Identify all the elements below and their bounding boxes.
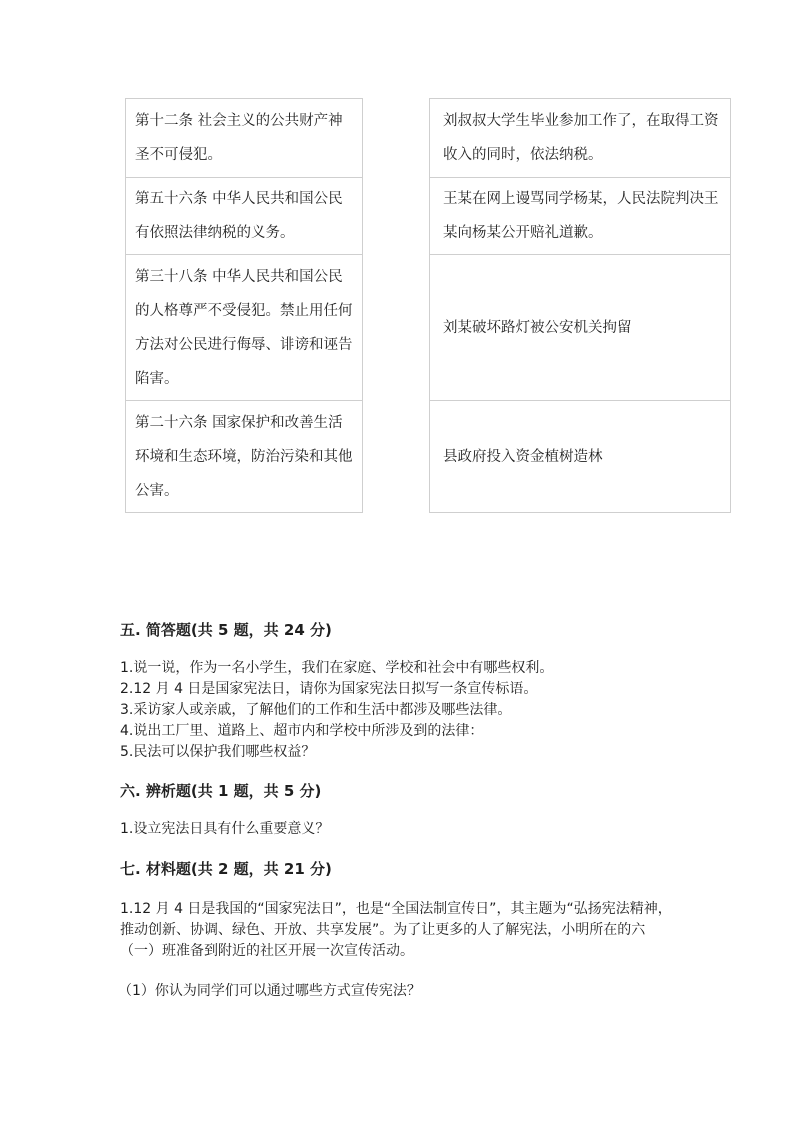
question-item: 1.说一说，作为一名小学生，我们在家庭、学校和社会中有哪些权利。 [120,660,554,676]
question-item: 3.采访家人或亲戚，了解他们的工作和生活中都涉及哪些法律。 [120,702,512,718]
question-item: 4.说出工厂里、道路上、超市内和学校中所涉及到的法律： [120,723,484,739]
matching-left-item[interactable] [126,401,363,513]
matching-right-item[interactable] [430,255,731,401]
question-item: 1.设立宪法日具有什么重要意义？ [120,821,330,837]
matching-left-item[interactable] [126,178,363,255]
matching-left-text: 第三十八条 中华人民共和国公民的人格尊严不受侵犯。禁止用任何方法对公民进行侮辱、诽谤和诬告陷害。 [135,268,353,387]
matching-left-text: 第十二条 社会主义的公共财产神圣不可侵犯。 [135,113,343,163]
matching-right-text: 王某在网上谩骂同学杨某，人民法院判决王某向杨某公开赔礼道歉。 [443,191,719,241]
matching-right-item[interactable] [430,401,731,513]
matching-right-text: 县政府投入资金植树造林 [443,448,603,465]
matching-left-item[interactable] [126,99,363,178]
matching-left-item[interactable] [126,255,363,401]
question-item: 5.民法可以保护我们哪些权益？ [120,744,316,760]
matching-right-column [429,98,731,513]
analysis-question-list [120,819,680,840]
section-title-material: 七. 材料题(共 2 题，共 21 分) [120,860,332,878]
material-paragraph: 1.12 月 4 日是我国的“国家宪法日”，也是“全国法制宣传日”，其主题为“弘扬宪法精神，推动创新、协调、绿色、开放、共享发展”。为了让更多的人了解宪法，小明所在的六（一）班准备到附近的社区开展一次宣传活动。 [120,901,672,959]
matching-left-text: 第二十六条 国家保护和改善生活环境和生态环境，防治污染和其他公害。 [135,414,353,499]
matching-right-item[interactable] [430,99,731,178]
material-sub-question: （1）你认为同学们可以通过哪些方式宣传宪法？ [118,983,421,999]
matching-right-text: 刘叔叔大学生毕业参加工作了，在取得工资收入的同时，依法纳税。 [443,113,719,163]
section-title-short-answer: 五. 简答题(共 5 题，共 24 分) [120,621,332,639]
short-answer-question-list [120,658,680,763]
section-title-analysis: 六. 辨析题(共 1 题，共 5 分) [120,782,322,800]
question-item: 2.12 月 4 日是国家宪法日，请你为国家宪法日拟写一条宣传标语。 [120,681,538,697]
matching-right-text: 刘某破坏路灯被公安机关拘留 [443,319,632,336]
matching-left-text: 第五十六条 中华人民共和国公民有依照法律纳税的义务。 [135,191,343,241]
matching-right-item[interactable] [430,178,731,255]
matching-left-column [125,98,363,513]
